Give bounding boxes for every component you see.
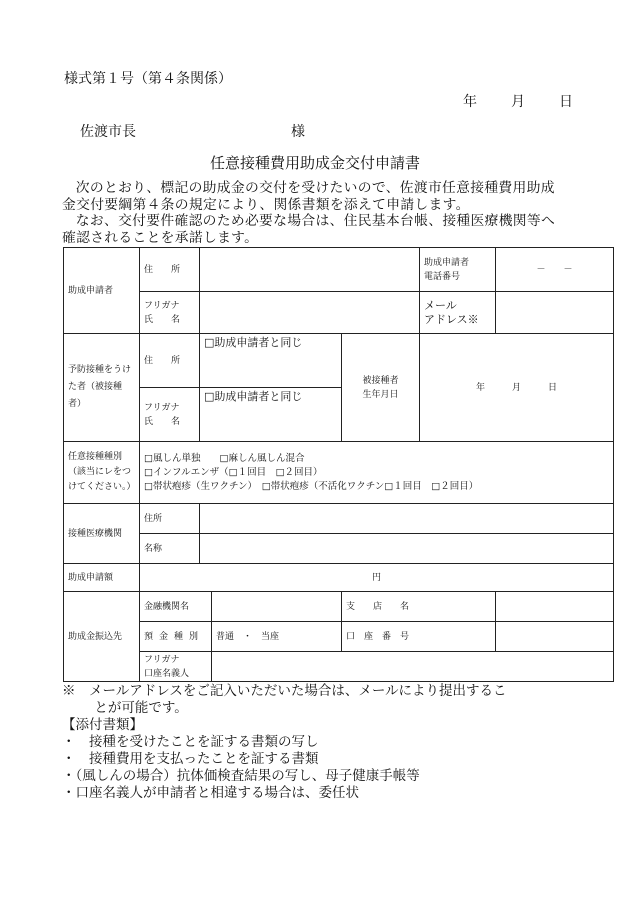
applicant-email-label: [420, 292, 496, 334]
intro-text: [62, 180, 566, 246]
applicant-name-field[interactable]: [200, 292, 420, 334]
email-note: [62, 683, 567, 700]
account-type-label: 預金種別: [140, 622, 212, 652]
branch-label: 支 店 名: [342, 592, 496, 622]
attachment-item: ・ 接種を受けたことを証する書類の写し: [62, 734, 319, 750]
note-line2: とが可能です。: [94, 700, 188, 716]
recipient-address-same-checkbox[interactable]: □助成申請者と同じ: [204, 336, 303, 349]
clinic-address-label: 住所: [140, 504, 200, 534]
date-month: 月: [511, 94, 525, 110]
holder-name-label: 口座名義人: [144, 668, 190, 679]
date-line: [463, 91, 573, 111]
amount-section-label: 助成申請額: [64, 564, 140, 592]
email-label-line1: メール: [424, 298, 457, 312]
clinic-name-field[interactable]: [200, 534, 614, 564]
email-label-line2: アドレス※: [424, 312, 479, 326]
account-number-label: 口 座 番 号: [342, 622, 496, 652]
phone-label-line2: 電話番号: [424, 271, 461, 282]
note-line1: メールアドレスをご記入いただいた場合は、メールにより提出するこ: [89, 683, 507, 699]
clinic-section-label: 接種医療機関: [64, 504, 140, 564]
vaccine-option-shingles[interactable]: □帯状疱疹（生ワクチン） □帯状疱疹（不活化ワクチン□１回目 □２回目）: [144, 480, 479, 492]
branch-field[interactable]: [496, 592, 614, 622]
notes-section: [62, 683, 567, 802]
vaccine-option-rubella[interactable]: □風しん単独 □麻しん風しん混合: [144, 452, 305, 464]
applicant-name-label: [140, 292, 200, 334]
date-day: 日: [559, 94, 573, 110]
dob-label-line1: 被接種者: [362, 375, 399, 386]
applicant-kana-label: フリガナ: [144, 300, 180, 311]
recipient-kana-label: フリガナ: [144, 402, 180, 413]
applicant-section-label: 助成申請者: [64, 248, 140, 334]
vaccine-options[interactable]: [140, 442, 614, 504]
holder-kana-label: フリガナ: [144, 654, 180, 665]
recipient-name-text: 氏 名: [144, 416, 181, 427]
recipient-address-label: 住 所: [140, 334, 200, 388]
account-holder-field[interactable]: [212, 652, 614, 682]
clinic-name-label: 名称: [140, 534, 200, 564]
account-type-field[interactable]: 普通 ・ 当座: [212, 622, 342, 652]
dob-label-line2: 生年月日: [362, 389, 399, 400]
amount-field[interactable]: 円: [140, 564, 614, 592]
note-mark: ※: [62, 683, 76, 699]
applicant-email-field[interactable]: [496, 292, 614, 334]
applicant-address-label: 住 所: [140, 248, 200, 292]
recipient-name-same-checkbox[interactable]: □助成申請者と同じ: [204, 390, 303, 403]
applicant-phone-field[interactable]: － －: [496, 248, 614, 292]
recipient-dob-field[interactable]: 年 月 日: [420, 334, 614, 442]
clinic-address-field[interactable]: [200, 504, 614, 534]
bank-name-label: 金融機関名: [140, 592, 212, 622]
account-number-field[interactable]: [496, 622, 614, 652]
attachments-heading: 【添付書類】: [62, 717, 143, 733]
attachment-item: ・口座名義人が申請者と相違する場合は、委任状: [62, 785, 359, 801]
attachment-item: ・（風しんの場合）抗体価検査結果の写し、母子健康手帳等: [62, 768, 420, 784]
recipient-dob-label: [342, 334, 420, 442]
recipient-section-label: 予防接種をうけた者（被接種者）: [64, 334, 140, 442]
form-number: 様式第１号（第４条関係）: [64, 71, 232, 87]
account-holder-label: [140, 652, 212, 682]
applicant-name-text: 氏 名: [144, 314, 181, 325]
bank-name-field[interactable]: [212, 592, 342, 622]
phone-label-line1: 助成申請者: [424, 257, 470, 268]
applicant-phone-label: [420, 248, 496, 292]
applicant-address-field[interactable]: [200, 248, 420, 292]
vaccine-section-label: 任意接種種別（該当にレをつけてください。）: [64, 442, 140, 504]
recipient-name-label: [140, 388, 200, 442]
addressee: 佐渡市長: [80, 124, 136, 140]
attachment-item: ・ 接種費用を支払ったことを証する書類: [62, 751, 319, 767]
recipient-name-field[interactable]: [200, 388, 342, 442]
bank-section-label: 助成金振込先: [64, 592, 140, 682]
vaccine-option-influenza[interactable]: □インフルエンザ（□１回目 □２回目）: [144, 466, 323, 478]
honorific: 様: [291, 124, 305, 140]
intro-paragraph-2: なお、交付要件確認のため必要な場合は、住民基本台帳、接種医療機関等へ確認されることを承諾します。: [62, 213, 556, 246]
page-title: 任意接種費用助成金交付申請書: [209, 154, 420, 172]
recipient-address-field[interactable]: [200, 334, 342, 388]
application-form-table: [63, 247, 614, 682]
intro-paragraph-1: 次のとおり、標記の助成金の交付を受けたいので、佐渡市任意接種費用助成金交付要綱第４条の規定により、関係書類を添えて申請します。: [62, 180, 555, 213]
date-year: 年: [463, 94, 477, 110]
